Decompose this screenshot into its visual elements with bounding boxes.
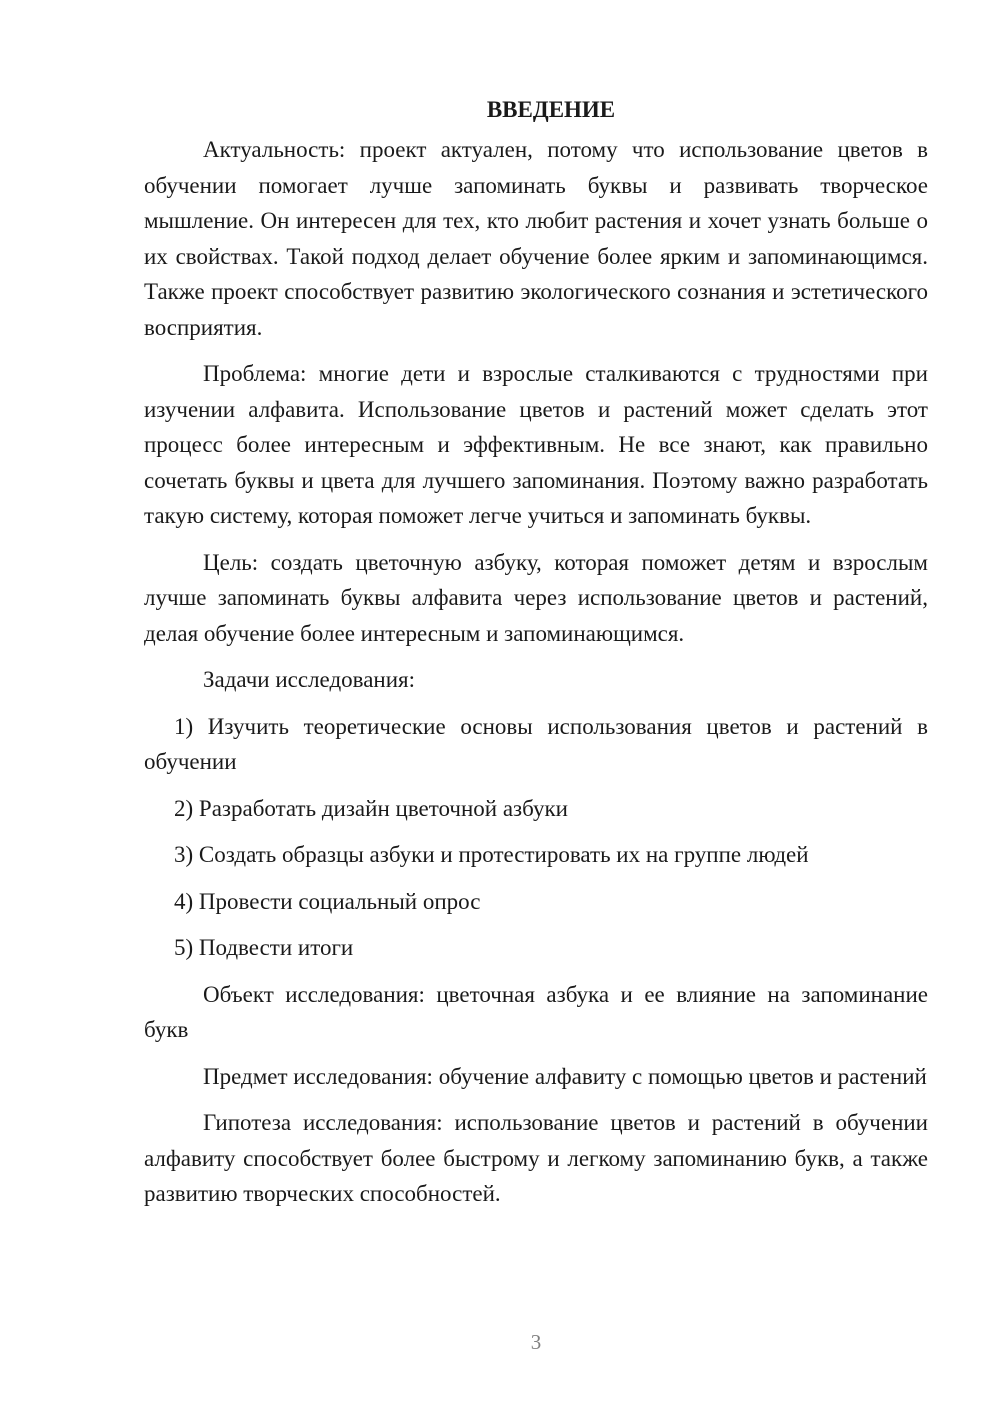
paragraph-tasks-heading: Задачи исследования:	[203, 667, 416, 692]
task-item-1: 1) Изучить теоретические основы использования цветов и растений в обучении	[144, 713, 928, 774]
section-heading: ВВЕДЕНИЕ	[486, 97, 616, 122]
task-item-5: 5) Подвести итоги	[174, 935, 354, 960]
paragraph-object: Объект исследования: цветочная азбука и ее влияние на запоминание букв	[144, 981, 928, 1042]
paragraph-subject: Предмет исследования: обучение алфавиту с помощью цветов и растений	[203, 1063, 927, 1089]
paragraph-hypothesis: Гипотеза исследования: использование цветов и растений в обучении алфавиту способствует более быстрому и легкому запоминанию букв, а также развитию творческих способностей.	[144, 1110, 928, 1206]
task-item-4: 4) Провести социальный опрос	[174, 888, 481, 914]
paragraph-problem: Проблема: многие дети и взрослые сталкиваются с трудностями при изучении алфавита. Использование цветов и растений может сделать этот процесс более интересным и эффективным. Не все знают, как правильно сочетать буквы и цвета для лучшего запоминания. Поэтому важно разработать такую систему, которая поможет легче учиться и запоминать буквы.	[144, 361, 928, 528]
paragraph-relevance: Актуальность: проект актуален, потому что использование цветов в обучении помогает лучше запоминать буквы и развивать творческое мышление. Он интересен для тех, кто любит растения и хочет узнать больше о их свойствах. Такой подход делает обучение более ярким и запоминающимся. Также проект способствует развитию экологического сознания и эстетического восприятия.	[144, 137, 928, 340]
task-item-3: 3) Создать образцы азбуки и протестировать их на группе людей	[174, 842, 809, 867]
page-number: 3	[530, 1330, 542, 1354]
document-page	[144, 92, 928, 1212]
paragraph-goal: Цель: создать цветочную азбуку, которая поможет детям и взрослым лучше запоминать буквы алфавита через использование цветов и растений, делая обучение более интересным и запоминающимся.	[144, 549, 928, 646]
task-item-2: 2) Разработать дизайн цветочной азбуки	[174, 795, 568, 821]
